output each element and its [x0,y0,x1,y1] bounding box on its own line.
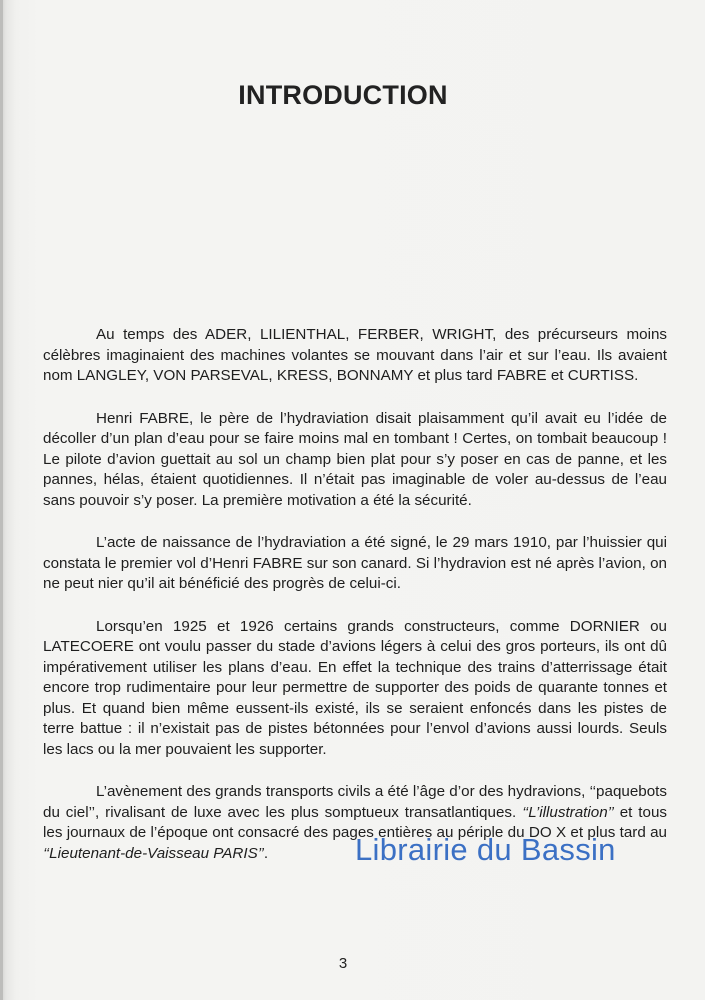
paragraph-2: Henri FABRE, le père de l’hydraviation disait plaisamment qu’il avait eu l’idée de décoller d’un plan d’eau pour se faire moins mal en tombant ! Certes, on tombait beaucoup ! Le pilote d’avion guettait au sol un champ bien plat pour s’y poser en cas de panne, et les pannes, hélas, étaient quotidiennes. Il n’était pas imaginable de voler au-dessus de l’eau sans pouvoir s’y poser. La première motivation a été la sécurité. [43,409,667,509]
paragraph-5-text-1: L’avènement des grands transports civils a été l’âge d’or des hydravions, ‘‘paquebots du ciel’’, rivalisant de luxe avec les plus somptueux transatlantiques. [43,783,667,821]
paragraph-4: Lorsqu’en 1925 et 1926 certains grands constructeurs, comme DORNIER ou LATECOERE ont voulu passer du stade d’avions légers à celui des gros porteurs, ils ont dû impérativement utiliser les plans d’eau. En effet la technique des trains d’atterrissage était encore trop rudimentaire pour leur permettre de supporter des poids de quarante tonnes et plus. Et quand bien même eussent-ils existé, ils se seraient enfoncés dans les pistes de terre battue : il n’existait pas de pistes bétonnées pour l’envol d’avions aussi lourds. Seuls les lacs ou la mer pouvaient les supporter. [43,617,667,758]
page-number: 3 [338,955,348,972]
paragraph-5 [43,782,667,864]
paragraph-5-text-3: . [263,844,269,862]
paragraph-1: Au temps des ADER, LILIENTHAL, FERBER, WRIGHT, des précurseurs moins célèbres imaginaient des machines volantes se mouvant dans l’air et sur l’eau. Ils avaient nom LANGLEY, VON PARSEVAL, KRESS, BONNAMY et plus tard FABRE et CURTISS. [43,326,667,384]
paragraph-3: L’acte de naissance de l’hydraviation a été signé, le 29 mars 1910, par l’huissier qui constata le premier vol d’Henri FABRE sur son canard. Si l’hydravion est né après l’avion, on ne peut nier qu’il ait bénéficié des progrès de celui-ci. [43,534,667,592]
page-edge [0,0,3,1000]
paragraph-5-text-2: et tous les journaux de l’époque ont consacré des pages entières au périple du DO X et plus tard au [43,803,668,841]
body-text [43,325,667,864]
page-title: INTRODUCTION [238,80,448,110]
paragraph-5-italic-1: ‘‘L’illustration’’ [522,803,614,821]
watermark: Librairie du Bassin [355,832,616,867]
paragraph-5-italic-2: ‘‘Lieutenant-de-Vaisseau PARIS’’ [43,844,264,862]
